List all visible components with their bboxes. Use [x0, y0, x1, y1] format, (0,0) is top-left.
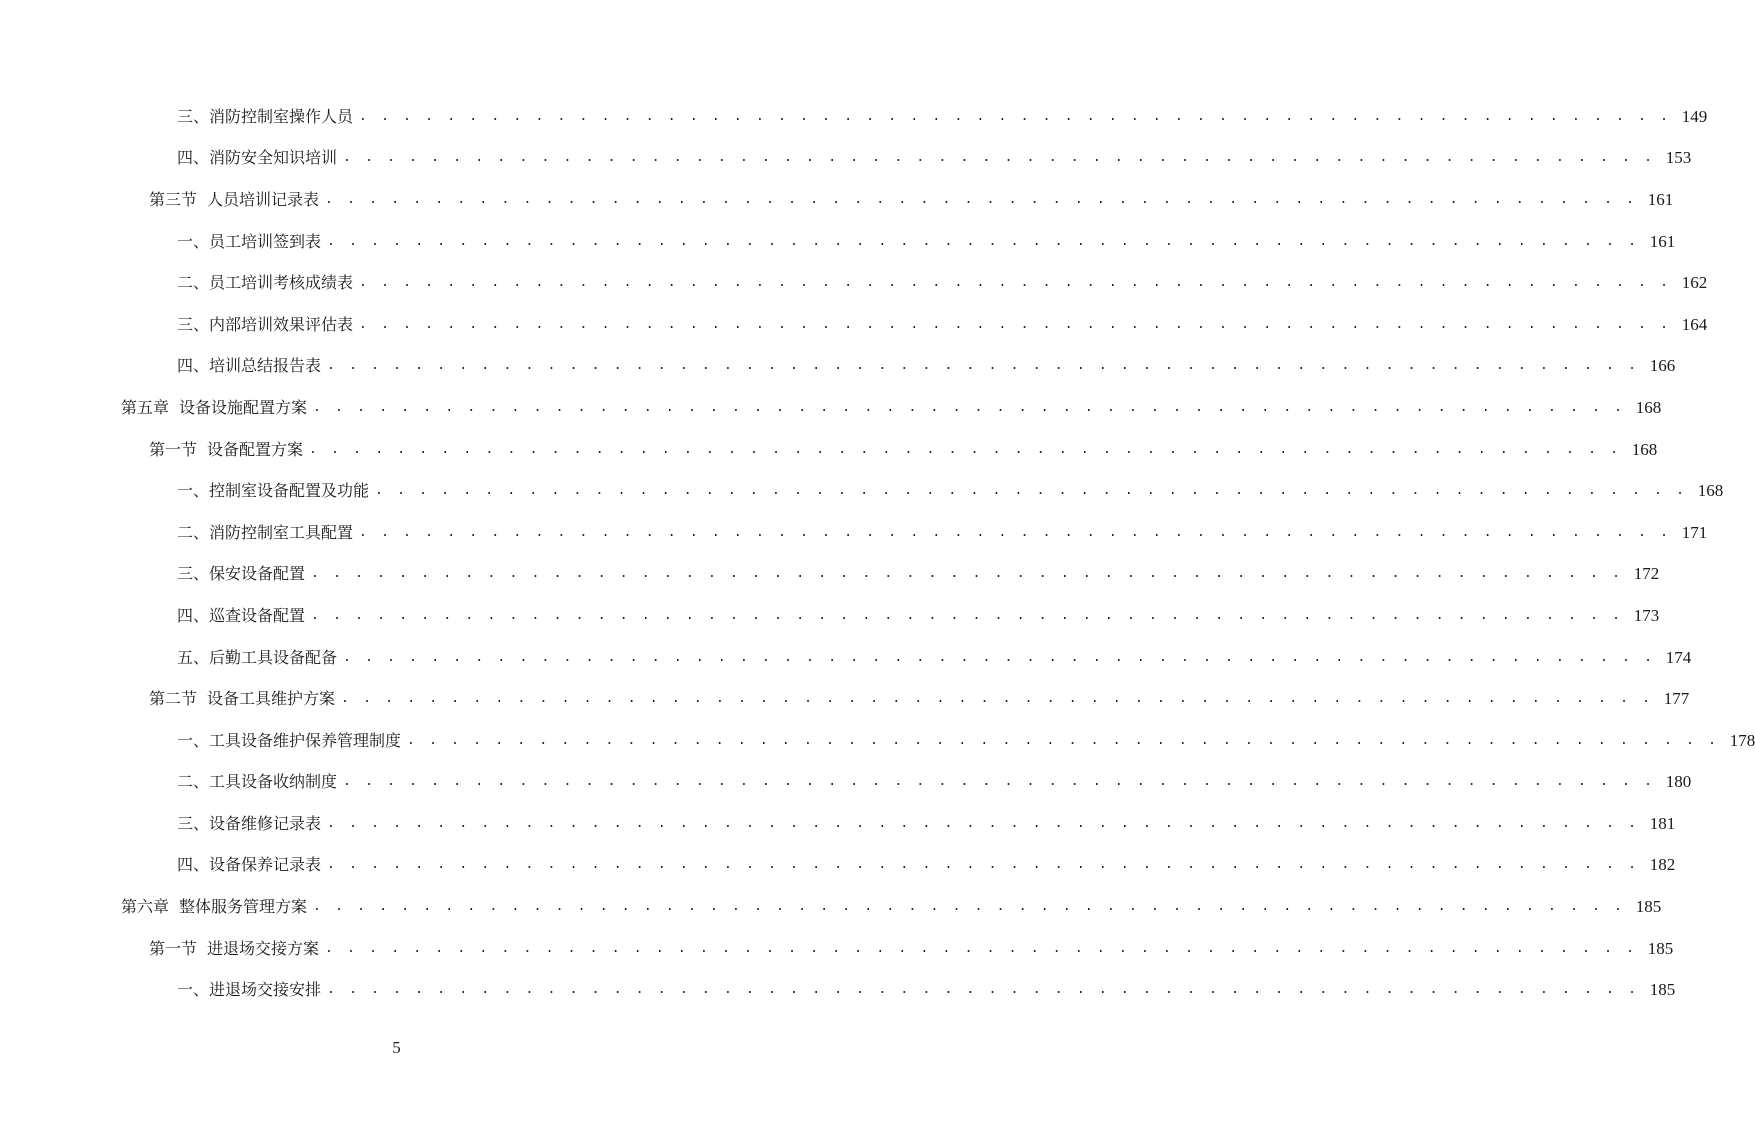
toc-entry-label: 四、设备保养记录表	[177, 855, 322, 875]
toc-page-number: 168	[1635, 397, 1662, 417]
toc-entry-label: 第五章	[121, 397, 170, 417]
toc-entry-text	[177, 564, 305, 584]
toc-entry[interactable]	[0, 803, 1676, 845]
toc-entry-label: 三、保安设备配置	[177, 564, 306, 584]
toc-entry-label: 第二节	[149, 689, 198, 709]
toc-entry-text	[121, 897, 307, 917]
toc-page-number: 185	[1635, 897, 1662, 917]
toc-entry[interactable]	[0, 969, 1676, 1011]
toc-entry-text	[149, 190, 319, 210]
toc-entry-label: 四、培训总结报告表	[177, 356, 322, 376]
toc-entry-label: 四、巡查设备配置	[177, 605, 306, 625]
toc-entry[interactable]	[0, 554, 1660, 596]
toc-entry[interactable]	[0, 512, 1708, 554]
toc-entry[interactable]	[0, 928, 1674, 970]
toc-page-number: 166	[1649, 356, 1676, 376]
toc-entry-label: 第六章	[121, 897, 170, 917]
toc-page-number: 168	[1697, 481, 1724, 501]
toc-page-number: 178	[1729, 730, 1755, 750]
page-number: 5	[392, 1038, 401, 1057]
toc-entry[interactable]	[0, 678, 1690, 720]
toc-entry-label: 第三节	[149, 189, 198, 209]
toc-page-number: 164	[1681, 314, 1708, 334]
toc-dot-leader: . . . . . . . . . . . . . . . . . . . . . . . . . . . . . . . . . . . . . . . . . . . . . . . . . . . . . . . . . . . .	[313, 899, 1626, 915]
toc-entry-text	[177, 107, 353, 127]
toc-entry-label: 三、内部培训效果评估表	[177, 314, 354, 334]
toc-entry-text	[177, 606, 305, 626]
toc-page-number: 182	[1649, 855, 1676, 875]
toc-page-number: 181	[1649, 813, 1676, 833]
toc-entry-title: 设备配置方案	[207, 439, 304, 459]
toc-dot-leader: . . . . . . . . . . . . . . . . . . . . . . . . . . . . . . . . . . . . . . . . . . . . . . . . . . . . . . . . . . . .	[325, 940, 1638, 956]
toc-entry-label: 一、进退场交接安排	[177, 980, 322, 1000]
toc-page-number: 173	[1633, 605, 1660, 625]
toc-page-number: 185	[1647, 938, 1674, 958]
toc-entry-title: 设备设施配置方案	[179, 397, 308, 417]
toc-entry-label: 四、消防安全知识培训	[177, 148, 338, 168]
toc-entry-title: 设备工具维护方案	[207, 689, 336, 709]
toc-dot-leader: . . . . . . . . . . . . . . . . . . . . . . . . . . . . . . . . . . . . . . . . . . . . . . . . . . . . . . . . . . . .	[327, 982, 1640, 998]
toc-entry[interactable]	[0, 346, 1676, 388]
toc-page-number: 149	[1681, 106, 1708, 126]
toc-entry-label: 五、后勤工具设备配备	[177, 647, 338, 667]
toc-page-number: 168	[1631, 439, 1658, 459]
toc-dot-leader: . . . . . . . . . . . . . . . . . . . . . . . . . . . . . . . . . . . . . . . . . . . . . . . . . . . . . . . . . . . .	[325, 191, 1638, 207]
toc-dot-leader: . . . . . . . . . . . . . . . . . . . . . . . . . . . . . . . . . . . . . . . . . . . . . . . . . . . . . . . . . . . .	[359, 108, 1672, 124]
toc-entry-text	[177, 273, 353, 293]
toc-entry[interactable]	[0, 720, 1755, 762]
toc-entry-text	[177, 731, 401, 751]
toc-dot-leader: . . . . . . . . . . . . . . . . . . . . . . . . . . . . . . . . . . . . . . . . . . . . . . . . . . . . . . . . . . . .	[313, 399, 1626, 415]
toc-page-number: 161	[1649, 231, 1676, 251]
toc-entry[interactable]	[0, 762, 1692, 804]
toc-dot-leader: . . . . . . . . . . . . . . . . . . . . . . . . . . . . . . . . . . . . . . . . . . . . . . . . . . . . . . . . . . . .	[327, 358, 1640, 374]
toc-entry-text	[177, 855, 321, 875]
toc-page-number: 161	[1647, 189, 1674, 209]
toc-page-number: 171	[1681, 522, 1708, 542]
toc-entry-text	[121, 398, 307, 418]
toc-entry-text	[177, 232, 321, 252]
toc-entry-label: 第一节	[149, 938, 198, 958]
toc-dot-leader: . . . . . . . . . . . . . . . . . . . . . . . . . . . . . . . . . . . . . . . . . . . . . . . . . . . . . . . . . . . .	[311, 566, 1624, 582]
toc-entry-label: 二、工具设备收纳制度	[177, 772, 338, 792]
toc-entry-text	[177, 148, 337, 168]
toc-dot-leader: . . . . . . . . . . . . . . . . . . . . . . . . . . . . . . . . . . . . . . . . . . . . . . . . . . . . . . . . . . . .	[343, 649, 1656, 665]
toc-entry[interactable]	[0, 179, 1674, 221]
toc-page-number: 153	[1665, 148, 1692, 168]
toc-entry[interactable]	[0, 470, 1724, 512]
toc-dot-leader: . . . . . . . . . . . . . . . . . . . . . . . . . . . . . . . . . . . . . . . . . . . . . . . . . . . . . . . . . . . .	[327, 815, 1640, 831]
toc-entry-text	[177, 814, 321, 834]
toc-entry-text	[149, 939, 319, 959]
toc-dot-leader: . . . . . . . . . . . . . . . . . . . . . . . . . . . . . . . . . . . . . . . . . . . . . . . . . . . . . . . . . . . .	[341, 691, 1654, 707]
toc-dot-leader: . . . . . . . . . . . . . . . . . . . . . . . . . . . . . . . . . . . . . . . . . . . . . . . . . . . . . . . . . . . .	[375, 483, 1688, 499]
toc-entry[interactable]	[0, 595, 1660, 637]
toc-page-number: 177	[1663, 689, 1690, 709]
toc-entry-text	[177, 648, 337, 668]
toc-dot-leader: . . . . . . . . . . . . . . . . . . . . . . . . . . . . . . . . . . . . . . . . . . . . . . . . . . . . . . . . . . . .	[309, 441, 1622, 457]
toc-entry[interactable]	[0, 262, 1708, 304]
toc-entry[interactable]	[0, 138, 1692, 180]
toc-entry-label: 一、工具设备维护保养管理制度	[177, 730, 402, 750]
toc-entry[interactable]	[0, 429, 1658, 471]
toc-entry-title: 人员培训记录表	[207, 189, 320, 209]
toc-entry-label: 二、员工培训考核成绩表	[177, 273, 354, 293]
toc-entry-title: 进退场交接方案	[207, 938, 320, 958]
toc-dot-leader: . . . . . . . . . . . . . . . . . . . . . . . . . . . . . . . . . . . . . . . . . . . . . . . . . . . . . . . . . . . .	[343, 150, 1656, 166]
toc-entry[interactable]	[0, 387, 1662, 429]
toc-page-number: 162	[1681, 273, 1708, 293]
toc-entry-text	[177, 523, 353, 543]
toc-entry-label: 第一节	[149, 439, 198, 459]
toc-page-number: 174	[1665, 647, 1692, 667]
toc-page-number: 172	[1633, 564, 1660, 584]
toc-entry-label: 三、设备维修记录表	[177, 813, 322, 833]
toc-dot-leader: . . . . . . . . . . . . . . . . . . . . . . . . . . . . . . . . . . . . . . . . . . . . . . . . . . . . . . . . . . . .	[327, 857, 1640, 873]
toc-entry[interactable]	[0, 886, 1662, 928]
toc-dot-leader: . . . . . . . . . . . . . . . . . . . . . . . . . . . . . . . . . . . . . . . . . . . . . . . . . . . . . . . . . . . .	[327, 233, 1640, 249]
toc-entry[interactable]	[0, 221, 1676, 263]
toc-dot-leader: . . . . . . . . . . . . . . . . . . . . . . . . . . . . . . . . . . . . . . . . . . . . . . . . . . . . . . . . . . . .	[359, 275, 1672, 291]
toc-entry-text	[177, 315, 353, 335]
toc-entry-text	[177, 980, 321, 1000]
toc-entry-text	[177, 481, 369, 501]
toc-dot-leader: . . . . . . . . . . . . . . . . . . . . . . . . . . . . . . . . . . . . . . . . . . . . . . . . . . . . . . . . . . . .	[359, 524, 1672, 540]
toc-dot-leader: . . . . . . . . . . . . . . . . . . . . . . . . . . . . . . . . . . . . . . . . . . . . . . . . . . . . . . . . . . . .	[311, 607, 1624, 623]
toc-page-number: 185	[1649, 980, 1676, 1000]
table-of-contents	[0, 96, 1755, 1011]
toc-dot-leader: . . . . . . . . . . . . . . . . . . . . . . . . . . . . . . . . . . . . . . . . . . . . . . . . . . . . . . . . . . . .	[359, 316, 1672, 332]
toc-entry-label: 二、消防控制室工具配置	[177, 522, 354, 542]
toc-entry-label: 一、控制室设备配置及功能	[177, 481, 370, 501]
toc-entry-label: 一、员工培训签到表	[177, 231, 322, 251]
toc-entry[interactable]	[0, 304, 1708, 346]
toc-entry-text	[177, 356, 321, 376]
toc-entry[interactable]	[0, 637, 1692, 679]
toc-entry-title: 整体服务管理方案	[179, 897, 308, 917]
toc-page-number: 180	[1665, 772, 1692, 792]
toc-entry-text	[149, 440, 303, 460]
toc-entry[interactable]	[0, 845, 1676, 887]
toc-entry-text	[177, 772, 337, 792]
toc-dot-leader: . . . . . . . . . . . . . . . . . . . . . . . . . . . . . . . . . . . . . . . . . . . . . . . . . . . . . . . . . . . .	[343, 774, 1656, 790]
toc-entry-label: 三、消防控制室操作人员	[177, 106, 354, 126]
toc-entry[interactable]	[0, 96, 1708, 138]
toc-dot-leader: . . . . . . . . . . . . . . . . . . . . . . . . . . . . . . . . . . . . . . . . . . . . . . . . . . . . . . . . . . . .	[407, 732, 1720, 748]
toc-entry-text	[149, 689, 335, 709]
